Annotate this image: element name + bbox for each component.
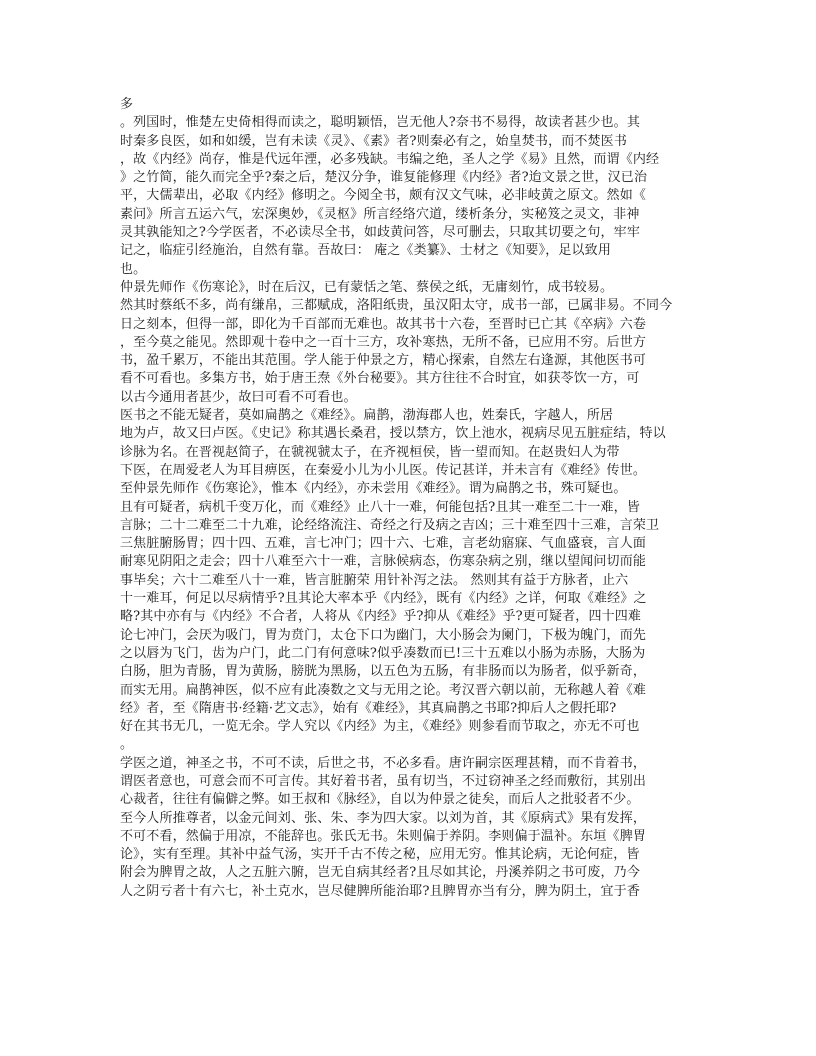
text-line: 耐寒见阴阳之走会；四十八难至六十一难，言脉候病态，伤寒杂病之别，继以望闻问切而能 xyxy=(120,554,647,570)
text-line: 地为卢，故又曰卢医。《史记》称其遇长桑君，授以禁方，饮上池水，视病尽见五脏症结，特以 xyxy=(120,426,666,442)
text-line: 白肠，胆为青肠，胃为黄肠，膀胱为黑肠，以五色为五肠，有非肠而以为肠者，似乎新奇， xyxy=(120,664,647,680)
text-line: 诊脉为名。在晋视赵简子，在虢视虢太子，在齐视桓侯，皆一望而知。在赵贵妇人为带 xyxy=(120,444,620,460)
text-line: 言脉；二十二难至二十九难，论经络流注、奇经之行及病之吉凶；三十难至四十三难，言荣卫 xyxy=(120,517,660,533)
text-line: 书，盈千累万，不能出其范围。学人能于仲景之方，精心探索，自然左右逢源，其他医书可 xyxy=(120,353,647,369)
text-line: 人之阴亏者十有六七，补土克水，岂尽健脾所能治耶?且脾胃亦当有分，脾为阴土，宜于香 xyxy=(120,883,640,899)
text-line: 之以唇为飞门，齿为户门，此二门有何意味?似乎凑数而已!三十五难以小肠为赤肠，大肠为 xyxy=(120,645,646,661)
text-line: 以古今通用者甚少，故曰可看不可看也。 xyxy=(120,389,357,405)
text-line: 记之，临症引经施治，自然有靠。吾故曰： 庵之《类纂》、士材之《知要》，足以致用 xyxy=(120,243,611,259)
text-line: 且有可疑者，病机千变万化，而《难经》止八十一难，何能包括?且其一难至二十一难，皆 xyxy=(120,499,640,515)
text-line: 心裁者，往往有偏僻之弊。如王叔和《脉经》，自以为仲景之徒矣，而后人之批驳者不少。 xyxy=(120,792,640,808)
text-line: 》之竹简，能久而完全乎?秦之后，楚汉分争，谁复能修理《内经》者?迨文景之世，汉已治 xyxy=(120,170,648,186)
text-line: 附会为脾胃之故，人之五脏六腑，岂无自病其经者?且尽如其论，丹溪养阴之书可废，乃今 xyxy=(120,865,640,881)
text-line: 多 xyxy=(120,97,134,112)
text-line: 。 xyxy=(120,737,134,753)
text-line: 下医，在周爱老人为耳目痹医，在秦爱小儿为小儿医。传记甚详，并未言有《难经》传世。 xyxy=(120,462,647,478)
text-line: 而实无用。扁鹊神医，似不应有此凑数之文与无用之论。考汉晋六朝以前，无称越人着《难 xyxy=(120,682,647,698)
text-line: 好在其书无几，一览无余。学人究以《内经》为主，《难经》则参看而节取之，亦无不可也 xyxy=(120,719,640,735)
text-line: 经》者，至《隋唐书·经籍·艺文志》，始有《难经》，其真扁鹊之书耶?抑后人之假托耶? xyxy=(120,700,617,716)
text-line: 论》，实有至理。其补中益气汤，实开千古不传之秘，应用无穷。惟其论病，无论何症，皆 xyxy=(120,847,640,863)
text-line: 论七冲门，会厌为吸门，胃为贲门，太仓下口为幽门，大小肠会为阑门，下极为魄门，而先 xyxy=(120,627,647,643)
text-line: 事毕矣；六十二难至八十一难，皆言脏腑荣 用针补泻之法。 然则其有益于方脉者，止六 xyxy=(120,572,629,588)
text-line: 学医之道，神圣之书，不可不读，后世之书，不必多看。唐许嗣宗医理甚精，而不肯着书， xyxy=(120,755,647,771)
text-line: 至仲景先师作《伤寒论》，惟本《内经》，亦未尝用《难经》。谓为扁鹊之书，殊可疑也。 xyxy=(120,481,627,497)
document-page xyxy=(120,96,700,901)
text-line: ，故《内经》尚存，惟是代远年湮，必多残缺。韦编之绝，圣人之学《易》且然，而谓《内经 xyxy=(120,151,660,167)
text-line: ，至今莫之能见。然即观十卷中之一百十三方，攻补寒热，无所不备，已应用不穷。后世方 xyxy=(120,334,647,350)
text-line: 日之刻本，但得一部，即化为千百部而无难也。故其书十六卷，至晋时已亡其《卒病》六卷 xyxy=(120,316,647,332)
text-line: 灵其孰能知之?今学医者，不必读尽全书，如歧黄问答，尽可删去，只取其切要之句，牢牢 xyxy=(120,225,640,241)
text-line: 略?其中亦有与《内经》不合者，人将从《内经》乎?抑从《难经》乎?更可疑者，四十四难 xyxy=(120,609,642,625)
text-line: 医书之不能无疑者，莫如扁鹊之《难经》。扁鹊，渤海郡人也，姓秦氏，字越人，所居 xyxy=(120,408,614,424)
text-line: 三焦脏腑肠胃；四十四、五难，言七冲门；四十六、七难，言老幼寤寐、气血盛衰，言人面 xyxy=(120,536,647,552)
text-line: 也。 xyxy=(120,261,147,277)
text-line: 至今人所推尊者，以金元间刘、张、朱、李为四大家。以刘为首，其《原病式》果有发挥， xyxy=(120,810,647,826)
text-line: 谓医者意也，可意会而不可言传。其好着书者，虽有切当，不过窃神圣之经而敷衍，其别出 xyxy=(120,773,647,789)
text-line: 。列国时，惟楚左史倚相得而读之，聪明颖悟，岂无他人?奈书不易得，故读者甚少也。其 xyxy=(120,115,640,131)
text-line: 仲景先师作《伤寒论》，时在后汉，已有蒙恬之笔、蔡侯之纸，无庸刻竹，成书较易。 xyxy=(120,279,614,295)
text-line: 素问》所言五运六气，宏深奥妙，《灵枢》所言经络穴道，缕析条分，实秘笈之灵文，非神 xyxy=(120,206,640,222)
text-line: 平，大儒辈出，必取《内经》修明之。今阅全书，颇有汉文气味，必非岐黄之原文。然如《 xyxy=(120,188,647,204)
text-line: 看不可看也。多集方书，始于唐王焘《外台秘要》。其方往往不合时宜，如获苓饮一方，可 xyxy=(120,371,640,387)
text-line: 时秦多良医，如和如缓，岂有未读《灵》、《素》者?则秦必有之，始皇焚书，而不焚医书 xyxy=(120,133,627,149)
text-line: 然其时蔡纸不多，尚有缣帛，三都赋成，洛阳纸贵，虽汉阳太守，成书一部，已属非易。不同今 xyxy=(120,298,673,314)
text-line: 十一难耳，何足以尽病情乎?且其论大率本乎《内经》，既有《内经》之详，何取《难经》之 xyxy=(120,591,647,607)
text-line: 不可不看，然偏于用凉，不能辞也。张氏无书。朱则偏于养阴。李则偏于温补。东垣《脾胃 xyxy=(120,828,647,844)
